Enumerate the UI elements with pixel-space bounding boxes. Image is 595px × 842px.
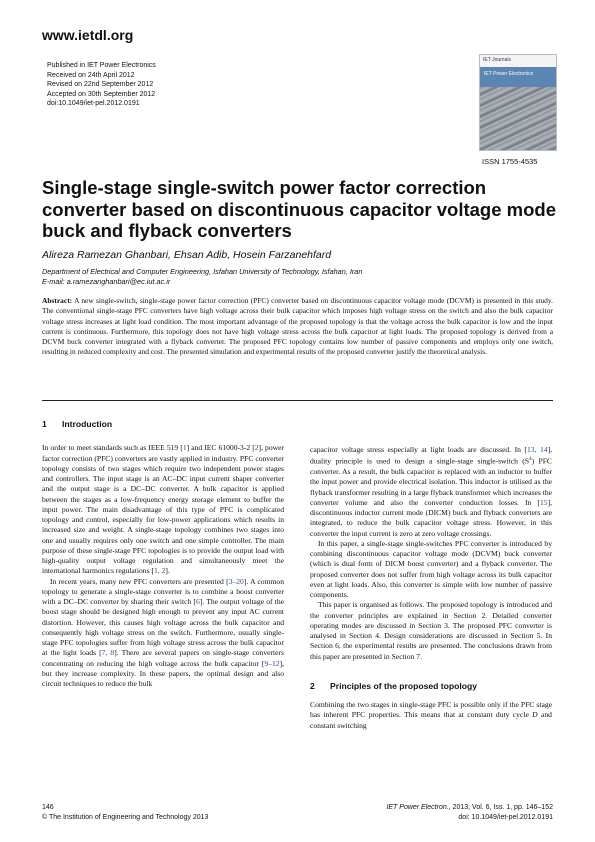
issn: ISSN 1755-4535 [482,157,538,166]
section-title: Introduction [62,419,113,429]
abstract [42,296,553,358]
doi-line: doi:10.1049/iet-pel.2012.0191 [47,100,140,108]
journal-abbrev: IET Power Electron. [386,804,449,811]
superscript: 4 [529,457,532,463]
journal-cover-image [479,54,557,151]
section-number: 2 [310,680,315,691]
footer-right [310,803,553,822]
accepted-date: Accepted on 30th September 2012 [47,90,156,98]
citation-link[interactable]: 7, 8 [101,648,115,658]
citation-link[interactable]: 1, 2 [153,566,166,576]
footer-doi: doi: 10.1049/iet-pel.2012.0191 [458,813,553,821]
email: E-mail: a.ramezanghanbari@ec.iut.ac.ir [42,276,171,286]
cover-photo [480,87,556,150]
left-column [42,419,284,689]
affiliation-block [42,267,362,286]
paragraph: This paper is organised as follows. The proposed topology is introduced and the converter principles are explained in Section 2. Detailed converter operating modes are discussed in Section 3. The proposed PFC converter is analysed in Section 4. Design considerations are discussed in Section 5. In Section 6, the experimental results are presented. The conclusions drawn from this paper are presented in Section 7. [310,600,552,661]
citation-link[interactable]: 3–20 [228,576,244,586]
publication-info [47,61,156,109]
authors: Alireza Ramezan Ghanbari, Ehsan Adib, Hosein Farzanehfard [42,249,332,261]
math-symbol: D [532,710,538,720]
right-column [310,445,552,731]
paragraph: Combining the two stages in single-stage PFC is possible only if the PFC stage has inherent PFC properties. This means that at constant duty cycle D and constant switching [310,700,552,730]
journal-line: Published in IET Power Electronics [47,62,156,69]
section-title: Principles of the proposed topology [330,680,478,691]
section-number: 1 [42,419,47,429]
paragraph: In order to meet standards such as IEEE 519 [1] and IEC 61000-3-2 [2], power factor correction (PFC) converters are vastly applied in industry. PFC converter topology consists of two stages which require two independent power stages and controllers. The input stage is an AC–DC input current shaper converter and the output stage is a DC–DC converter. A bulk capacitor is applied between the stages as a low-frequency energy storage element to buffer the input power. The main disadvantage of this type of PFC is complicated topology and control, especially for low-power applications which results in increased size and weight. A single-stage topology combines two stages into one and usually requires only one switch and one simple controller. The main purpose of these single-stage PFC topologies is to provide the output load with high-quality output voltage regulation and simultaneously meet the international harmonics regulations [1, 2]. [42,443,285,576]
paper-title: Single-stage single-switch power factor correction converter based on discontinuous capacitor voltage mode buck and flyback converters [42,177,556,241]
abstract-label: Abstract: [42,296,73,305]
citation-link[interactable]: 6 [195,597,200,606]
footer-left [42,803,208,822]
abstract-text: A new single-switch, single-stage power factor correction (PFC) converter based on discontinuous capacitor voltage mode (DCVM) is presented in this study. The conventional single-stage PFC converters have high voltage across their bulk capacitor which imposes high voltage stress on the switch and also the bulk capacitor voltage stress increases at light load condition. The most important advantage of the proposed topology is that the voltage across the bulk capacitor is low and the input current is continuous. Furthermore, this topology does not have high voltage stress across the bulk capacitor at light loads. The proposed topology is derived from a DCVM buck converter integrated with a flyback converter. The proposed PFC topology contains low number of passive components and employs only one switch, resulting in reduced complexity and cost. The presented simulation and experimental results of the proposed converter justify the theoretical analysis. [42,296,553,357]
citation-link[interactable]: 9–12 [264,658,280,668]
citation-link[interactable]: 15 [539,497,548,507]
volume-info: , 2013, Vol. 6, Iss. 1, pp. 146–152 [448,804,553,811]
revised-date: Revised on 22nd September 2012 [47,81,154,89]
cover-logo: IET Journals [483,57,511,63]
cover-journal-name: IET Power Electronics [484,71,534,77]
section-heading-principles [310,681,552,691]
copyright: © The Institution of Engineering and Technology 2013 [42,813,209,821]
citation-link[interactable]: 1 [182,443,187,453]
received-date: Received on 24th April 2012 [47,71,135,79]
citation-link[interactable]: 13, 14 [526,445,548,454]
paragraph: In recent years, many new PFC converters are presented [3–20]. A common topology to generate a single-stage converter is to combine a boost converter with a DC–DC converter by sharing their switch [6]. The output voltage of the boost stage should be designed high enough to prevent any input AC current distortion. However, this causes high voltage across the bulk capacitor and consequently high voltage stress on the switch. Furthermore, usually single-stage PFC topologies suffer from high voltage stress across the bulk capacitor at the light loads [7, 8]. There are several papers on single-stage converters concentrating on reducing the high voltage across the bulk capacitor [9–12], but they increase complexity. In these papers, the optimal design and also circuit techniques to reduce the bulk [42,576,285,688]
page-number: 146 [42,804,54,811]
divider [42,400,553,401]
affiliation: Department of Electrical and Computer Engineering, Isfahan University of Technology, Isfahan, Iran [42,267,363,276]
paragraph: capacitor voltage stress especially at light loads are discussed. In [13, 14], duality principle is used to design a single-stage single-switch $(S^4)$ PFC converter. As a result, the bulk capacitor is replaced with an inductor to buffer the input power and provide electrical isolation. This inductor is utilised as the flyback transformer resulting in a large flyback transformer which increases the converter volume and also the converter conduction losses. In [15], discontinuous inductor current mode (DICM) buck and flyback converters are integrated, to reduce the bulk capacitor voltage stress. However, in this converter the input current is zero at zero voltage crossings. [310,445,552,538]
citation-line [310,803,553,813]
section-heading-introduction [42,419,284,429]
site-url[interactable]: www.ietdl.org [42,27,134,43]
citation-link[interactable]: 2 [254,443,259,453]
paragraph: In this paper, a single-stage single-switches PFC converter is introduced by combining discontinuous capacitor voltage mode (DCVM) buck converter (which is dual form of DICM boost converter) and a flyback converter. The proposed converter does not suffer from high voltage across its bulk capacitor even at light loads. Also, this converter is simple with low number of passive components. [310,538,552,600]
